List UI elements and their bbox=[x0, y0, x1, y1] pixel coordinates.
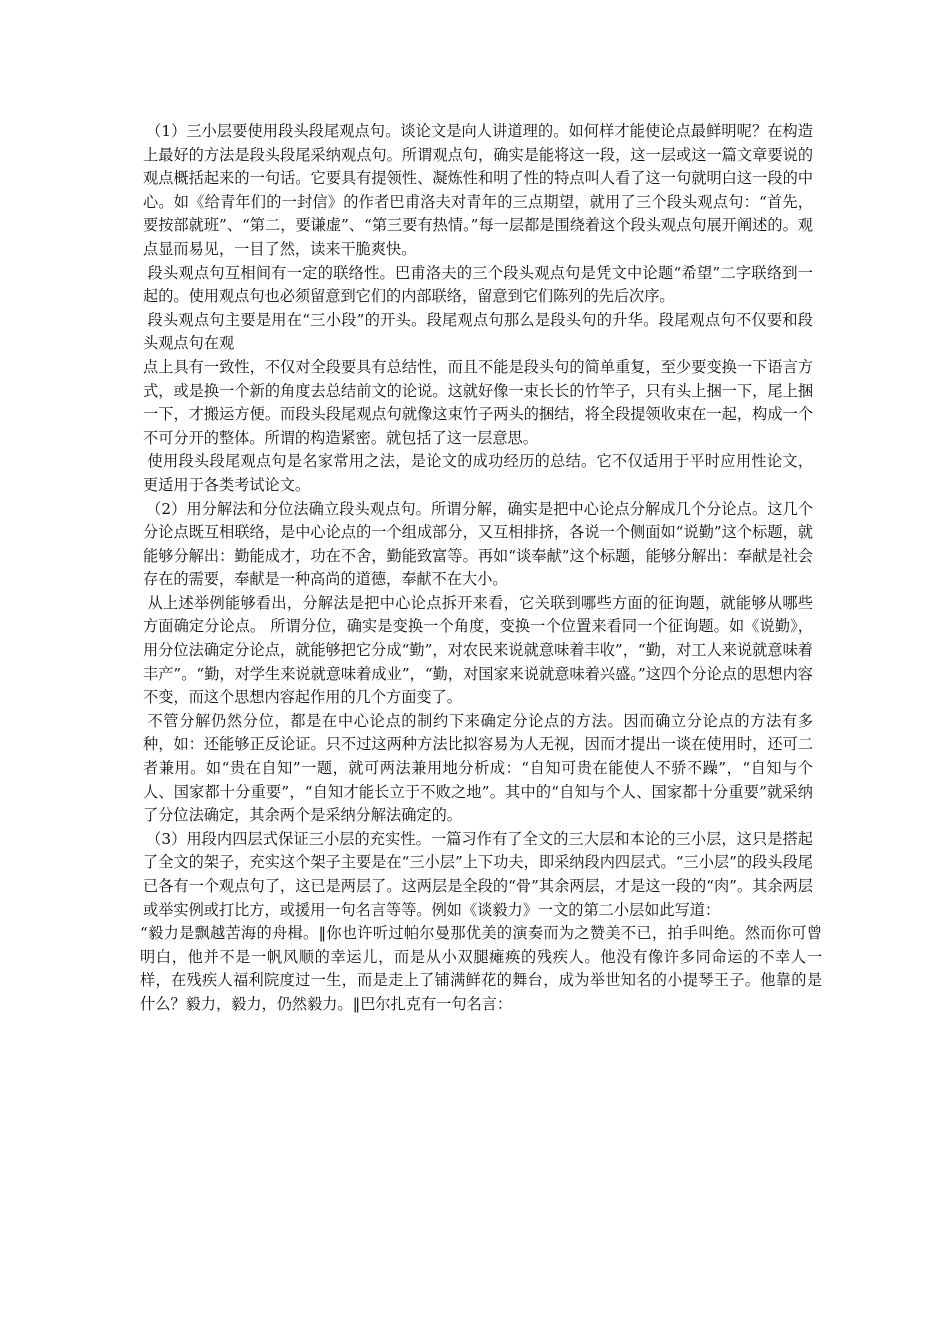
paragraph-6: （2）用分解法和分位法确立段头观点句。所谓分解，确实是把中心论点分解成几个分论点。这几个分论点既互相联络，是中心论点的一个组成部分，又互相排挤，各说一个侧面如“说勤”这个标题，就能够分解出：勤能成才，功在不舍，勤能致富等。再如“谈奉献”这个标题，能够分解出：奉献是社会存在的需要，奉献是一种高尚的道德，奉献不在大小。 bbox=[143, 499, 813, 589]
paragraph-5: 使用段头段尾观点句是名家常用之法，是论文的成功经历的总结。它不仅适用于平时应用性论文，更适用于各类考试论文。 bbox=[143, 452, 813, 494]
paragraph-2: 段头观点句互相间有一定的联络性。巴甫洛夫的三个段头观点句是凭文中论题“希望”二字联络到一起的。使用观点句也必须留意到它们的内部联络，留意到它们陈列的先后次序。 bbox=[143, 263, 813, 306]
paragraph-9: （3）用段内四层式保证三小层的充实性。一篇习作有了全文的三大层和本论的三小层，这只是搭起了全文的架子，充实这个架子主要是在“三小层”上下功夫，即采纳段内四层式。“三小层”的段头段尾已各有一个观点句了，这已是两层了。这两层是全段的“骨”其余两层，才是这一段的“肉”。其余两层或举实例或打比方，或援用一句名言等等。例如《谈毅力》一文的第二小层如此写道： bbox=[143, 829, 813, 919]
quote-paragraph: “毅力是飘越苦海的舟楫。‖你也许听过帕尔曼那优美的演奏而为之赞美不已，拍手叫绝。然而你可曾明白，他并不是一帆风顺的幸运儿，而是从小双腿瘫痪的残疾人。他没有像许多同命运的不幸人一样，在残疾人福利院度过一生，而是走上了铺满鲜花的舞台，成为举世知名的小提琴王子。他靠的是什么？毅力，毅力，仍然毅力。‖巴尔扎克有一句名言： bbox=[140, 924, 822, 1013]
paragraph-4: 点上具有一致性，不仅对全段要具有总结性，而且不能是段头句的简单重复，至少要变换一下语言方式，或是换一个新的角度去总结前文的论说。这就好像一束长长的竹竿子，只有头上捆一下，尾上捆一下，才搬运方便。而段头段尾观点句就像这束竹子两头的捆结，将全段提领收束在一起，构成一个不可分开的整体。所谓的构造紧密。就包括了这一层意思。 bbox=[143, 357, 813, 447]
paragraph-7: 从上述举例能够看出，分解法是把中心论点拆开来看，它关联到哪些方面的征询题，就能够从哪些方面确定分论点。 所谓分位，确实是变换一个角度，变换一个位置来看同一个征询题。如《说勤》，用分位法确定分论点，就能够把它分成“勤”，对农民来说就意味着丰收”，“勤，对工人来说就意味着丰产”。“勤，对学生来说就意味着成业”，“勤，对国家来说就意味着兴盛。”这四个分论点的思想内容不变，而这个思想内容起作用的几个方面变了。 bbox=[143, 593, 813, 707]
document-page bbox=[140, 120, 822, 1017]
paragraph-8: 不管分解仍然分位，都是在中心论点的制约下来确定分论点的方法。因而确立分论点的方法有多种，如：还能够正反论证。只不过这两种方法比拟容易为人无视，因而才提出一谈在使用时，还可二者兼用。如“贵在自知”一题，就可两法兼用地分析成：“自知可贵在能使人不骄不躁”，“自知与个人、国家都十分重要”，“自知才能长立于不败之地”。其中的“自知与个人、国家都十分重要”就采纳了分位法确定，其余两个是采纳分解法确定的。 bbox=[143, 711, 813, 825]
paragraph-3: 段头观点句主要是用在“三小段”的开头。段尾观点句那么是段头句的升华。段尾观点句不仅要和段头观点句在观 bbox=[143, 310, 813, 353]
paragraph-1: （1）三小层要使用段头段尾观点句。谈论文是向人讲道理的。如何样才能使论点最鲜明呢？在构造上最好的方法是段头段尾采纳观点句。所谓观点句，确实是能将这一段，这一层或这一篇文章要说的观点概括起来的一句话。它要具有提领性、凝炼性和明了性的特点叫人看了这一句就明白这一段的中心。如《给青年们的一封信》的作者巴甫洛夫对青年的三点期望，就用了三个段头观点句：“首先，要按部就班”、“第二，要谦虚”、“第三要有热情。”每一层都是围绕着这个段头观点句展开阐述的。观点显而易见，一目了然，读来干脆爽快。 bbox=[143, 122, 813, 258]
